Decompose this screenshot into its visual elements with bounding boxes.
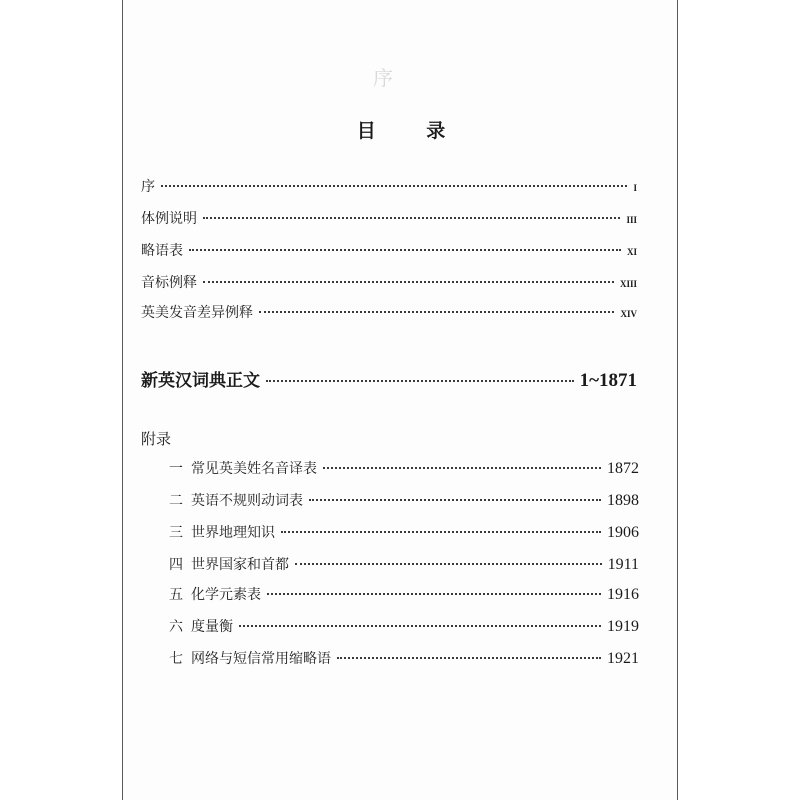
toc-entry-label: 网络与短信常用缩略语 <box>191 651 331 667</box>
dot-leader <box>161 185 627 187</box>
appendix-number: 四 <box>169 557 183 573</box>
toc-entry-page: III <box>626 215 637 225</box>
appendix-number: 二 <box>169 493 183 509</box>
toc-entry-label: 常见英美姓名音译表 <box>191 461 317 477</box>
toc-entry-label: 序 <box>141 179 155 195</box>
dot-leader <box>189 249 621 251</box>
toc-entry-front-1[interactable] <box>141 176 637 196</box>
toc-entry-label: 略语表 <box>141 243 183 259</box>
book-page <box>122 0 678 800</box>
toc-entry-appendix-5[interactable] <box>169 584 639 604</box>
dot-leader <box>323 467 601 469</box>
dot-leader <box>259 311 614 313</box>
toc-entry-appendix-6[interactable] <box>169 616 639 636</box>
toc-entry-label: 世界国家和首都 <box>191 557 289 573</box>
toc-entry-page: XI <box>626 247 637 257</box>
toc-entry-page: XIII <box>619 279 637 289</box>
toc-entry-main[interactable] <box>141 366 637 392</box>
toc-entry-appendix-3[interactable] <box>169 522 639 542</box>
toc-entry-page: XIV <box>620 309 637 319</box>
toc-entry-appendix-4[interactable] <box>169 554 639 574</box>
toc-entry-page: 1911 <box>607 556 639 573</box>
toc-entry-front-2[interactable] <box>141 208 637 228</box>
toc-entry-page: 1872 <box>607 460 639 477</box>
toc-entry-label: 英美发音差异例释 <box>141 305 253 321</box>
appendix-heading: 附录 <box>141 430 172 448</box>
dot-leader <box>203 217 620 219</box>
dot-leader <box>239 625 601 627</box>
toc-entry-page: 1916 <box>607 586 639 603</box>
dot-leader <box>295 563 602 565</box>
appendix-number: 三 <box>169 525 183 541</box>
toc-entry-label: 音标例释 <box>141 275 197 291</box>
appendix-number: 一 <box>169 461 183 477</box>
toc-entry-page: 1898 <box>607 492 639 509</box>
toc-entry-page: 1919 <box>607 618 639 635</box>
appendix-number: 五 <box>169 587 183 603</box>
toc-entry-page: 1906 <box>607 524 639 541</box>
toc-title: 目 录 <box>356 120 468 142</box>
toc-entry-label: 体例说明 <box>141 211 197 227</box>
toc-entry-page: 1~1871 <box>579 370 637 391</box>
toc-entry-appendix-2[interactable] <box>169 490 639 510</box>
dot-leader <box>337 657 601 659</box>
dot-leader <box>266 380 574 382</box>
toc-entry-label: 度量衡 <box>191 619 233 635</box>
dot-leader <box>267 593 601 595</box>
toc-entry-front-3[interactable] <box>141 240 637 260</box>
toc-entry-label: 英语不规则动词表 <box>191 493 303 509</box>
appendix-number: 七 <box>169 651 183 667</box>
toc-entry-label: 新英汉词典正文 <box>141 371 260 391</box>
toc-entry-page: I <box>633 183 637 193</box>
toc-entry-label: 世界地理知识 <box>191 525 275 541</box>
dot-leader <box>203 281 614 283</box>
bleed-through-char: 序 <box>373 66 393 90</box>
dot-leader <box>281 531 601 533</box>
toc-entry-label: 化学元素表 <box>191 587 261 603</box>
toc-entry-appendix-1[interactable] <box>169 458 639 478</box>
toc-entry-appendix-7[interactable] <box>169 648 639 668</box>
toc-entry-page: 1921 <box>607 650 639 667</box>
appendix-number: 六 <box>169 619 183 635</box>
toc-entry-front-5[interactable] <box>141 302 637 322</box>
toc-entry-front-4[interactable] <box>141 272 637 292</box>
dot-leader <box>309 499 601 501</box>
